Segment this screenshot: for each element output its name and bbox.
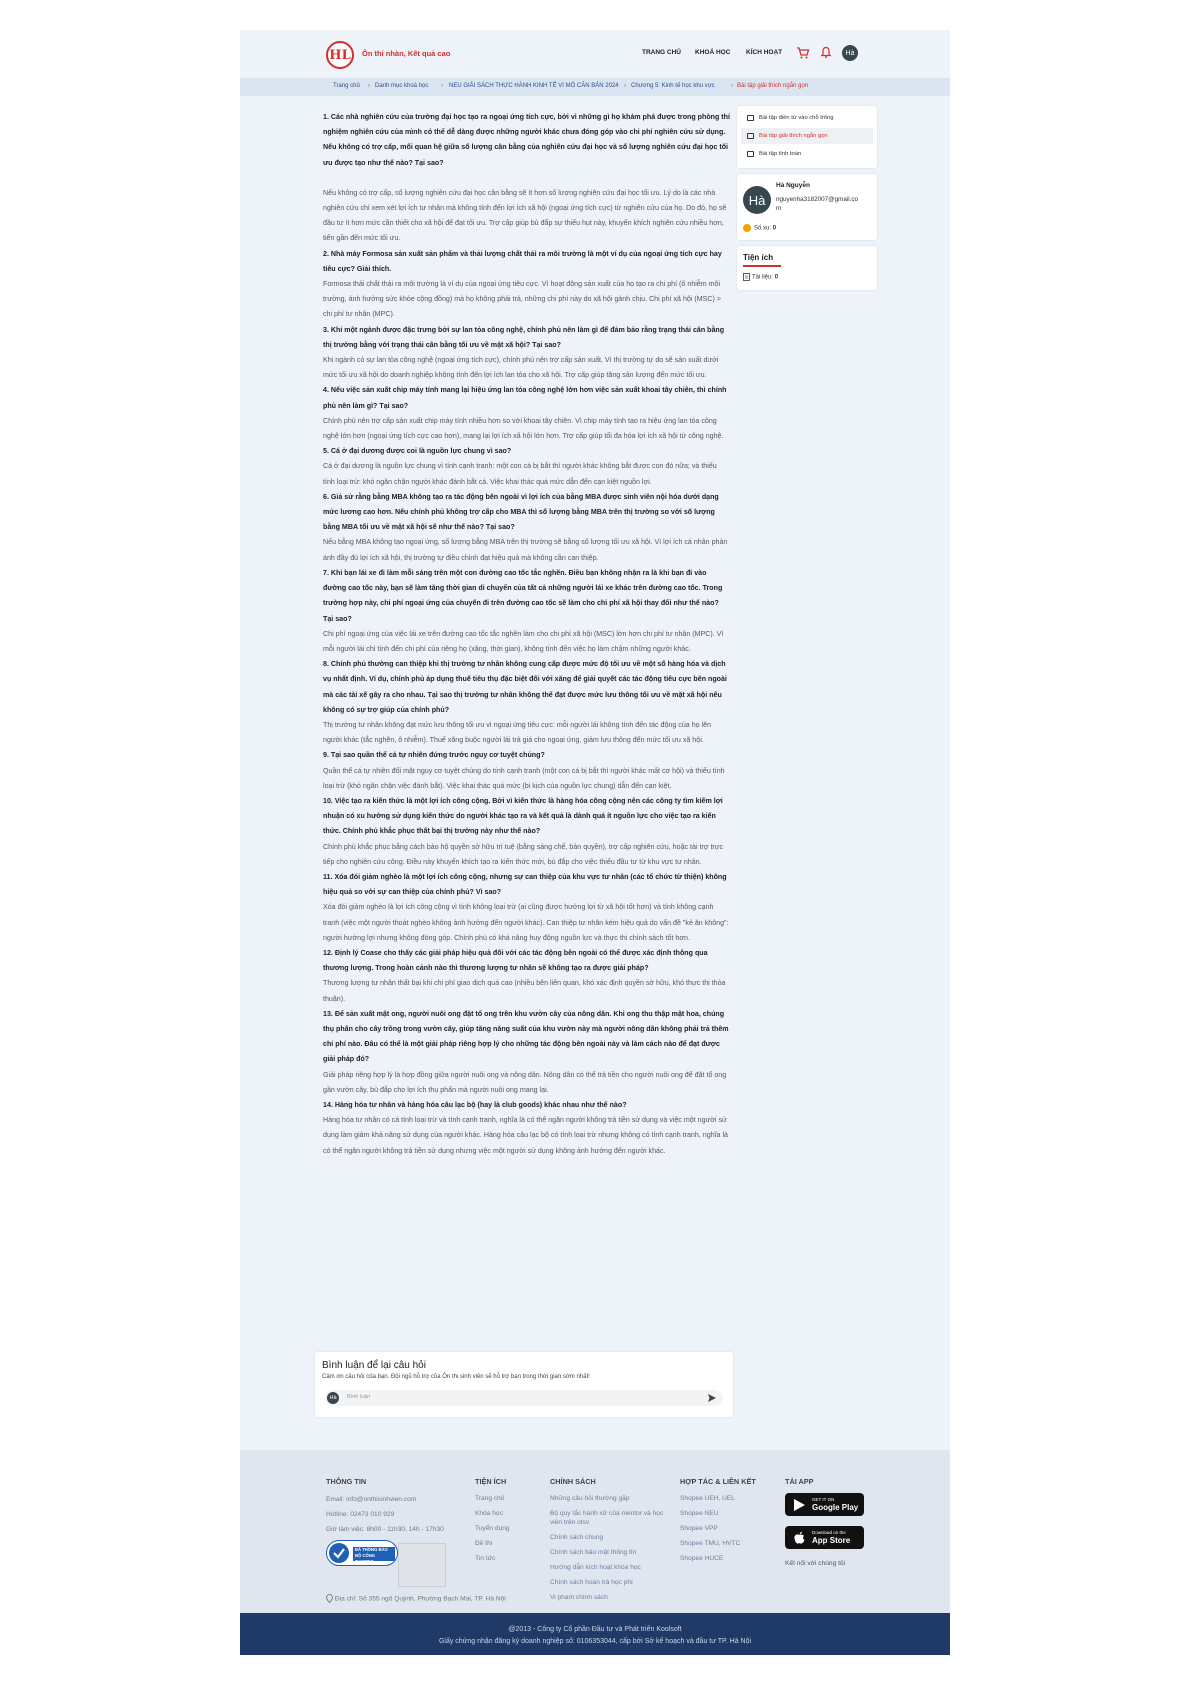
comment-title: Bình luận để lại câu hỏi	[322, 1360, 426, 1371]
footer-hotline[interactable]: Hotline: 02473 010 929	[326, 1511, 395, 1518]
avatar-initials: Hà	[845, 49, 855, 57]
menu-label: Bài tập giải thích ngắn gọn	[759, 133, 828, 139]
answer-8: Thị trường tư nhân không đạt mức lưu thông tối ưu vì ngoại ứng tiêu cực: mỗi người lái không tính đến tác động của họ lên người khác (tắc nghẽn, ô nhiễm). Thuế xăng buộc người lái trả giá cho ngoại ứng, giảm lưu thông đến mức tối ưu xã hội.	[323, 720, 712, 745]
utility-title: Tiện ích	[743, 253, 774, 262]
answer-13: Giải pháp riêng hợp lý là hợp đồng giữa người nuôi ong và nông dân. Nông dân có thể trả tiền cho người nuôi ong để đặt tổ ong gần vườn cây, bù đắp cho lợi ích thụ phấn mà người nuôi ong mang lại.	[323, 1070, 727, 1094]
copyright-bar	[240, 1613, 950, 1655]
footer-util-title: TIỆN ÍCH	[475, 1477, 507, 1486]
utility-card	[737, 246, 877, 290]
coins-value: 0	[772, 225, 777, 232]
answer-1: Nếu không có trợ cấp, số lượng nghiên cứu đại học cân bằng sẽ ít hơn số lượng nghiên cứu đại học tối ưu. Lý do là các nhà nghiên cứu chỉ xem xét lợi ích tư nhân mà không tính đến lợi ích xã hội (ngoại ứng tích cực) từ nghiên cứu của họ. Do đó, họ sẽ đầu tư ít hơn mức cần thiết cho xã hội để đạt tối ưu. Trợ cấp giúp bù đắp sự thiếu hụt này, khuyến khích nghiên cứu nhiều hơn, tiến gần đến mức tối ưu.	[323, 188, 727, 243]
docs-label: Tài liệu:	[752, 274, 774, 281]
user-card-avatar	[743, 186, 771, 214]
question-14: 14. Hàng hóa tư nhân và hàng hóa câu lạc bộ (hay là club goods) khác nhau như thế nào?	[323, 1101, 627, 1109]
as-small: Download on the	[812, 1530, 846, 1535]
license-text: Giấy chứng nhận đăng ký doanh nghiệp số: 0106353044, cấp bởi Sở kế hoạch và đầu tư TP. Hà Nội	[438, 1638, 752, 1645]
bct-line2: BỘ CÔNG THƯƠNG	[355, 1553, 376, 1564]
answer-14: Hàng hóa tư nhân có cả tính loại trừ và tính cạnh tranh, nghĩa là có thể ngăn người không trả tiền sử dụng và việc một người sử dụng làm giảm khả năng sử dụng của người khác. Hàng hóa câu lạc bộ có tính loại trừ nhưng không có tính cạnh tranh, nghĩa là có thể ngăn người không trả tiền sử dụng nhưng việc một người sử dụng không ảnh hưởng đến người khác.	[323, 1116, 728, 1155]
checkmark-badge-icon	[328, 1542, 350, 1564]
document-icon	[743, 273, 750, 281]
avatar-initials: Hà	[748, 192, 766, 208]
question-4: 4. Nếu việc sản xuất chip máy tính mang lại hiệu ứng lan tỏa công nghệ lớn hơn việc sản xuất khoai tây chiên, thì chính phủ nên làm gì? Tại sao?	[323, 386, 727, 410]
bct-line1: ĐÃ THÔNG BÁO	[355, 1547, 388, 1552]
footer-link-refund[interactable]: Chính sách hoàn trả học phí	[550, 1579, 633, 1586]
breadcrumb-sep: ›	[731, 83, 733, 89]
breadcrumb-home[interactable]: Trang chủ	[333, 83, 360, 89]
user-coins	[743, 224, 776, 232]
copyright-text: @2013 - Công ty Cổ phần Đầu tư và Phát triển Koolsoft	[508, 1626, 682, 1633]
book-icon	[747, 151, 754, 157]
comment-input[interactable]	[325, 1390, 723, 1406]
footer-link-exams[interactable]: Đề thi	[475, 1540, 493, 1547]
breadcrumb-chapter[interactable]: Chương 5: Kinh tế học khu vực	[631, 83, 715, 89]
footer	[240, 1450, 950, 1613]
nav-home[interactable]: TRANG CHỦ	[642, 49, 681, 56]
footer-link-privacy[interactable]: Chính sách bảo mật thông tin	[550, 1549, 637, 1556]
docs-value: 0	[774, 274, 779, 281]
book-icon	[747, 133, 754, 139]
footer-link-news[interactable]: Tin tức	[475, 1555, 496, 1562]
question-8: 8. Chính phủ thường can thiệp khi thị trường tư nhân không cung cấp được mức độ tối ưu về một số hàng hóa và dịch vụ nhất định. Ví dụ, chính phủ áp dụng thuế tiêu thụ đặc biệt đối với xăng để giải quyết các tác động tiêu cực bên ngoài mà các tài xế gây ra cho nhau. Tại sao thị trường tư nhân không thể đạt được mức lưu thông tối ưu về mặt xã hội nếu không có sự trợ giúp của chính phủ?	[323, 660, 727, 714]
footer-link-activation[interactable]: Hướng dẫn kích hoạt khóa học	[550, 1564, 641, 1571]
location-pin-icon	[326, 1594, 333, 1603]
footer-link-courses[interactable]: Khóa học	[475, 1510, 503, 1517]
app-store-button[interactable]	[785, 1526, 864, 1549]
answer-12: Thương lượng tư nhân thất bại khi chi phí giao dịch quá cao (nhiều bên liên quan, khó xác định quyền sở hữu, khó thực thi thỏa thuận).	[323, 979, 726, 1003]
question-5: 5. Cá ở đại dương được coi là nguồn lực chung vì sao?	[323, 447, 512, 456]
question-1: 1. Các nhà nghiên cứu của trường đại học tạo ra ngoại ứng tích cực, bởi vì những gì họ khám phá được trong phòng thí nghiệm nghiên cứu của mình có thể dễ dàng được những người khác chưa đóng góp vào chi phí nghiên cứu sử dụng. Nếu không có trợ cấp, mối quan hệ giữa số lượng cân bằng của nghiên cứu đại học và số lượng nghiên cứu đại học tối ưu được tạo như thế nào? Tại sao?	[323, 113, 730, 167]
footer-address	[326, 1594, 506, 1603]
footer-app-title: TẢI APP	[785, 1477, 814, 1486]
user-email-line2: m	[776, 205, 782, 212]
site-slogan: Ôn thi nhàn, Kết quả cao	[362, 49, 451, 58]
footer-link-shopee-neu[interactable]: Shopee NEU	[680, 1510, 719, 1517]
avatar-initials: Hà	[329, 1395, 337, 1401]
user-name: Hà Nguyễn	[776, 182, 810, 189]
article-content	[323, 110, 730, 1159]
footer-policy-title: CHÍNH SÁCH	[550, 1477, 596, 1486]
google-play-button[interactable]	[785, 1493, 864, 1516]
user-card	[737, 174, 877, 240]
bct-badge[interactable]	[326, 1540, 398, 1566]
site-logo[interactable]	[326, 41, 354, 69]
breadcrumb-sep: ›	[624, 83, 626, 89]
question-6: 6. Giả sử rằng bằng MBA không tạo ra tác động bên ngoài vì lợi ích của bằng MBA được sinh viên nội hóa dưới dạng mức lương cao hơn. Nếu chính phủ không trợ cấp cho MBA thì số lượng bằng MBA trên thị trường so với số lượng bằng MBA tối ưu về mặt xã hội sẽ như thế nào? Tại sao?	[323, 492, 719, 532]
footer-email[interactable]: Email: info@onthisinhvien.com	[326, 1496, 417, 1503]
menu-item-calculation[interactable]	[741, 146, 873, 162]
as-big: App Store	[812, 1536, 851, 1545]
answer-11: Xóa đói giảm nghèo là lợi ích công cộng vì tính không loại trừ (ai cũng được hưởng lợi từ xã hội tốt hơn) và tính không cạnh tranh (việc một người thoát nghèo không ảnh hưởng đến người khác). Can thiệp tư nhân kém hiệu quả do vấn đề "kẻ ăn không": người hưởng lợi nhưng không đóng góp. Chính phủ có khả năng huy động nguồn lực và thực thi chính sách tốt hơn.	[323, 903, 729, 942]
site-header	[240, 30, 950, 78]
breadcrumb-sep: ›	[441, 83, 443, 89]
answer-3: Khi ngành có sự lan tỏa công nghệ (ngoại ứng tích cực), chính phủ nên trợ cấp sản xuất. Vì thị trường tự do sẽ sản xuất dưới mức tối ưu xã hội do doanh nghiệp không tính đến lợi ích lan tỏa cho xã hội. Trợ cấp giúp tăng sản lượng đến mức tối ưu.	[323, 356, 719, 380]
bct-label	[353, 1547, 395, 1564]
menu-label: Bài tập tính toán	[759, 151, 802, 157]
footer-link-shopee-ueh[interactable]: Shopee UEH, UEL	[680, 1495, 735, 1502]
docs-link[interactable]	[743, 273, 778, 281]
footer-link-jobs[interactable]: Tuyển dụng	[475, 1525, 510, 1532]
footer-hours: Giờ làm việc: 8h00 - 11h30, 14h - 17h30	[326, 1526, 444, 1533]
utility-underline	[743, 265, 781, 267]
exercise-menu	[737, 106, 877, 168]
question-3: 3. Khi một ngành được đặc trưng bởi sự lan tỏa công nghệ, chính phủ nên làm gì để đảm bảo rằng trạng thái cân bằng thị trường bằng với trạng thái cân bằng tối ưu về mặt xã hội? Tại sao?	[323, 325, 725, 349]
question-11: 11. Xóa đói giảm nghèo là một lợi ích công cộng, nhưng sự can thiệp của khu vực tư nhân (các tổ chức từ thiện) không hiệu quả so với sự can thiệp của chính phủ? Vì sao?	[323, 872, 727, 897]
google-play-icon	[793, 1498, 807, 1512]
user-avatar[interactable]	[842, 45, 858, 61]
question-12: 12. Định lý Coase cho thấy các giải pháp hiệu quả đối với các tác động bên ngoài có thể được xác định thông qua thương lượng. Trong hoàn cảnh nào thì thương lượng tư nhân sẽ không tạo ra được giải pháp?	[323, 948, 708, 973]
question-2: 2. Nhà máy Formosa sản xuất sản phẩm và thải lượng chất thải ra môi trường là một ví dụ của ngoại ứng tích cực hay tiêu cực? Giải thích.	[323, 249, 722, 273]
apple-icon	[793, 1531, 806, 1545]
footer-partner-title: HỢP TÁC & LIÊN KẾT	[680, 1477, 756, 1486]
footer-link-home[interactable]: Trang chủ	[475, 1495, 505, 1502]
menu-item-short-explain[interactable]	[741, 128, 873, 144]
menu-label: Bài tập điền từ vào chỗ trống	[759, 115, 834, 121]
footer-link-shopee-tmu[interactable]: Shopee TMU, HVTC	[680, 1540, 741, 1547]
comment-avatar	[327, 1392, 339, 1404]
comment-box	[315, 1352, 733, 1417]
footer-connect[interactable]: Kết nối với chúng tôi	[785, 1560, 846, 1567]
answer-6: Nếu bằng MBA không tạo ngoại ứng, số lượng bằng MBA trên thị trường sẽ bằng số lượng tối ưu xã hội. Vì lợi ích cá nhân phản ánh đầy đủ lợi ích xã hội, thị trường tự điều chỉnh đạt hiệu quả mà không cần can thiệp.	[323, 538, 728, 562]
menu-item-fill-blank[interactable]	[741, 110, 873, 126]
answer-4: Chính phủ nên trợ cấp sản xuất chip máy tính nhiều hơn so với khoai tây chiên. Vì chip máy tính tạo ra hiệu ứng lan tỏa công nghệ lớn hơn (ngoại ứng tích cực cao hơn), mang lại lợi ích xã hội lớn hơn. Trợ cấp giúp tối đa hóa lợi ích xã hội từ công nghệ.	[323, 416, 724, 441]
gp-big: Google Play	[812, 1503, 859, 1512]
bell-icon[interactable]	[820, 46, 832, 59]
gp-small: GET IT ON	[812, 1497, 835, 1502]
comment-placeholder: Bình luận	[347, 1394, 371, 1400]
user-email-line1: nguyenha3182007@gmail.co	[776, 196, 859, 203]
comment-subtitle: Cảm ơn câu hỏi của bạn. Đội ngũ hỗ trợ của Ôn thi sinh viên sẽ hỗ trợ bạn trong thời gian sớm nhất!	[322, 1374, 590, 1380]
breadcrumb-category[interactable]: Danh mục khoá học	[375, 83, 429, 89]
page-frame	[240, 30, 950, 1655]
cart-icon[interactable]	[796, 46, 810, 60]
footer-link-faq[interactable]: Những câu hỏi thường gặp	[550, 1495, 630, 1502]
breadcrumb-current: Bài tập giải thích ngắn gọn	[737, 83, 809, 89]
nav-courses[interactable]: KHOÁ HỌC	[695, 49, 731, 56]
question-13: 13. Để sản xuất mật ong, người nuôi ong đặt tổ ong trên khu vườn cây của nông dân. Khi ong thu thập mật hoa, chúng thụ phấn cho cây trồng trong vườn cây, giúp tăng năng suất của khu vườn này mà người nông dân không phải trả thêm chi phí nào. Đâu có thể là một giải pháp riêng hợp lý cho những tác động bên ngoài này và làm cách nào để đạt được giải pháp đó?	[323, 1009, 729, 1064]
footer-link-shopee-huce[interactable]: Shopee HUCE	[680, 1555, 724, 1562]
send-icon[interactable]	[707, 1393, 717, 1403]
question-7: 7. Khi bạn lái xe đi làm mỗi sáng trên một con đường cao tốc tắc nghẽn. Điều bạn không nhận ra là khi bạn đi vào đường cao tốc này, bạn sẽ làm tăng thời gian di chuyển của tất cả những người lái xe khác trên đường cao tốc. Trong trường hợp này, chi phí ngoại ứng của chuyến đi trên đường cao tốc sẽ làm cho chi phí xã hội thay đổi như thế nào? Tại sao?	[323, 568, 723, 623]
breadcrumb-sep: ›	[368, 83, 370, 89]
address-text: Địa chỉ: Số 355 ngõ Quỳnh, Phường Bạch Mai, TP. Hà Nội	[334, 1595, 506, 1603]
spacer	[323, 171, 730, 186]
breadcrumb	[240, 78, 950, 96]
book-icon	[747, 115, 754, 121]
coin-icon	[743, 224, 751, 232]
footer-info-title: THÔNG TIN	[326, 1477, 367, 1486]
map-thumbnail[interactable]	[398, 1543, 446, 1587]
answer-2: Formosa thải chất thải ra môi trường là ví dụ của ngoại ứng tiêu cực. Vì hoạt động sản xuất của họ tạo ra chi phí (ô nhiễm môi trường, ảnh hưởng sức khỏe cộng đồng) mà họ không phải trả, những chi phí này do xã hội gánh chịu. Chi phí xã hội (MSC) > chi phí tư nhân (MPC).	[323, 280, 721, 319]
nav-activate[interactable]: KÍCH HOẠT	[746, 49, 783, 56]
breadcrumb-course[interactable]: NEU GIẢI SÁCH THỰC HÀNH KINH TẾ VI MÔ CĂN BẢN 2024	[449, 83, 619, 89]
answer-5: Cá ở đại dương là nguồn lực chung vì tính cạnh tranh: một con cá bị bắt thì người khác không bắt được con đó nữa; và thiếu tính loại trừ: khó ngăn chặn người khác đánh bắt cá. Việc khai thác quá mức dẫn đến cạn kiệt nguồn lợi.	[323, 462, 717, 486]
footer-link-code[interactable]: Bộ quy tắc hành xử của mentor và học viên trên otsv	[550, 1510, 664, 1526]
answer-10: Chính phủ khắc phục bằng cách bảo hộ quyền sở hữu trí tuệ (bằng sáng chế, bản quyền), trợ cấp nghiên cứu, hoặc tài trợ trực tiếp cho nghiên cứu công. Điều này khuyến khích tạo ra kiến thức mới, bù đắp cho việc thiếu đầu tư từ khu vực tư nhân.	[323, 842, 724, 866]
question-9: 9. Tại sao quần thể cá tự nhiên đứng trước nguy cơ tuyệt chủng?	[323, 751, 545, 760]
question-10: 10. Việc tạo ra kiến thức là một lợi ích công cộng. Bởi vì kiến thức là hàng hóa công cộng nên các công ty tìm kiếm lợi nhuận có xu hướng sử dụng kiến thức do người khác tạo ra và kết quả là dành quá ít nguồn lực cho việc tạo ra kiến thức. Chính phủ khắc phục thất bại thị trường này như thế nào?	[323, 796, 723, 836]
footer-link-shopee-vpp[interactable]: Shopee VPP	[680, 1525, 718, 1532]
answer-7: Chi phí ngoại ứng của việc lái xe trên đường cao tốc tắc nghẽn làm cho chi phí xã hội (MSC) lớn hơn chi phí tư nhân (MPC). Vì mỗi người lái chỉ tính đến chi phí của riêng họ (xăng, thời gian), không tính đến việc họ làm chậm những người khác.	[323, 629, 724, 653]
footer-link-violation[interactable]: Vi phạm chính sách	[550, 1594, 608, 1601]
logo-text: HL	[329, 47, 351, 63]
coins-label: Số xu:	[754, 225, 772, 232]
answer-9: Quần thể cá tự nhiên đối mặt nguy cơ tuyệt chủng do tính cạnh tranh (một con cá bị bắt thì người khác mất cơ hội) và thiếu tính loại trừ (khó ngăn chặn việc đánh bắt). Việc khai thác quá mức (bi kịch của nguồn lực chung) dẫn đến cạn kiệt.	[323, 766, 725, 790]
footer-link-general[interactable]: Chính sách chung	[550, 1534, 604, 1541]
